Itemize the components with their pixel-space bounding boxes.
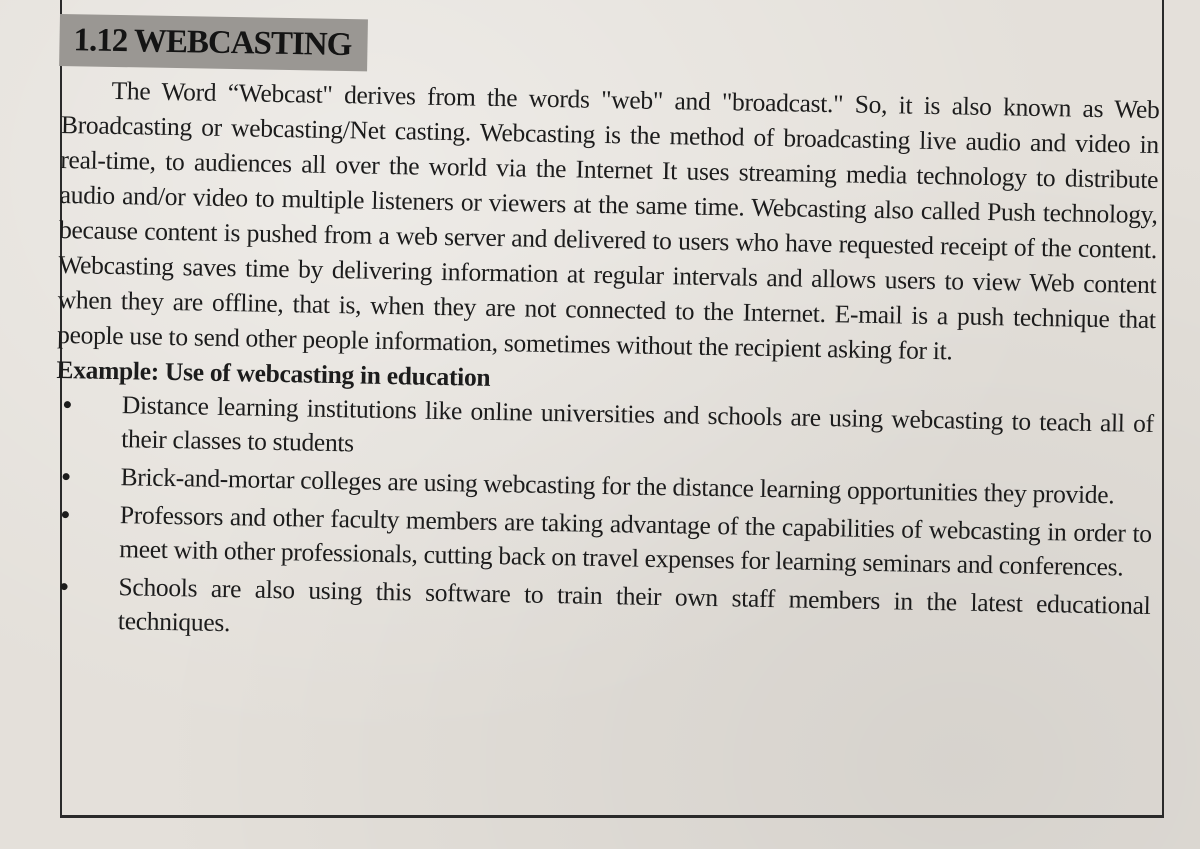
- bullet-dot-icon: [64, 401, 71, 408]
- example-bullet-list: [52, 387, 1154, 657]
- bullet-dot-icon: [63, 473, 70, 480]
- intro-paragraph: The Word “Webcast" derives from the words "web" and "broadcast." So, it is also known as Web Broadcasting or webcasting/Net casting. Webcasting is the method of broadcasting live audio and video in real-time, to audiences all over the world via the Internet It uses streaming media technology to distribute audio and/or video to multiple listeners or viewers at the same time. Webcasting also called Push technology, because content is pushed from a web server and delivered to users who have requested receipt of the content. Webcasting saves time by delivering information at regular intervals and allows users to view Web content when they are offline, that is, when they are not connected to the Internet. E-mail is a push technique that people use to send other people information, sometimes without the recipient asking for it.: [56, 75, 1160, 366]
- bullet-text: Professors and other faculty members are taking advantage of the capabilities of webcasting in order to meet with other professionals, cutting back on travel expenses for learning seminars and conferences.: [119, 500, 1152, 582]
- bullet-dot-icon: [62, 511, 69, 518]
- example-heading: Example: Use of webcasting in education: [56, 354, 491, 392]
- bullet-text: Schools are also using this software to train their own staff members in the latest educational techniques.: [117, 572, 1151, 638]
- bullet-dot-icon: [61, 583, 68, 590]
- bullet-text: Distance learning institutions like online universities and schools are using webcasting to teach all of their classes to students: [121, 390, 1155, 458]
- section-content: [52, 72, 1160, 661]
- section-heading: 1.12 WEBCASTING: [59, 14, 368, 71]
- bullet-text: Brick-and-mortar colleges are using webcasting for the distance learning opportunities they provide.: [120, 462, 1115, 510]
- bullet-item: [52, 569, 1151, 657]
